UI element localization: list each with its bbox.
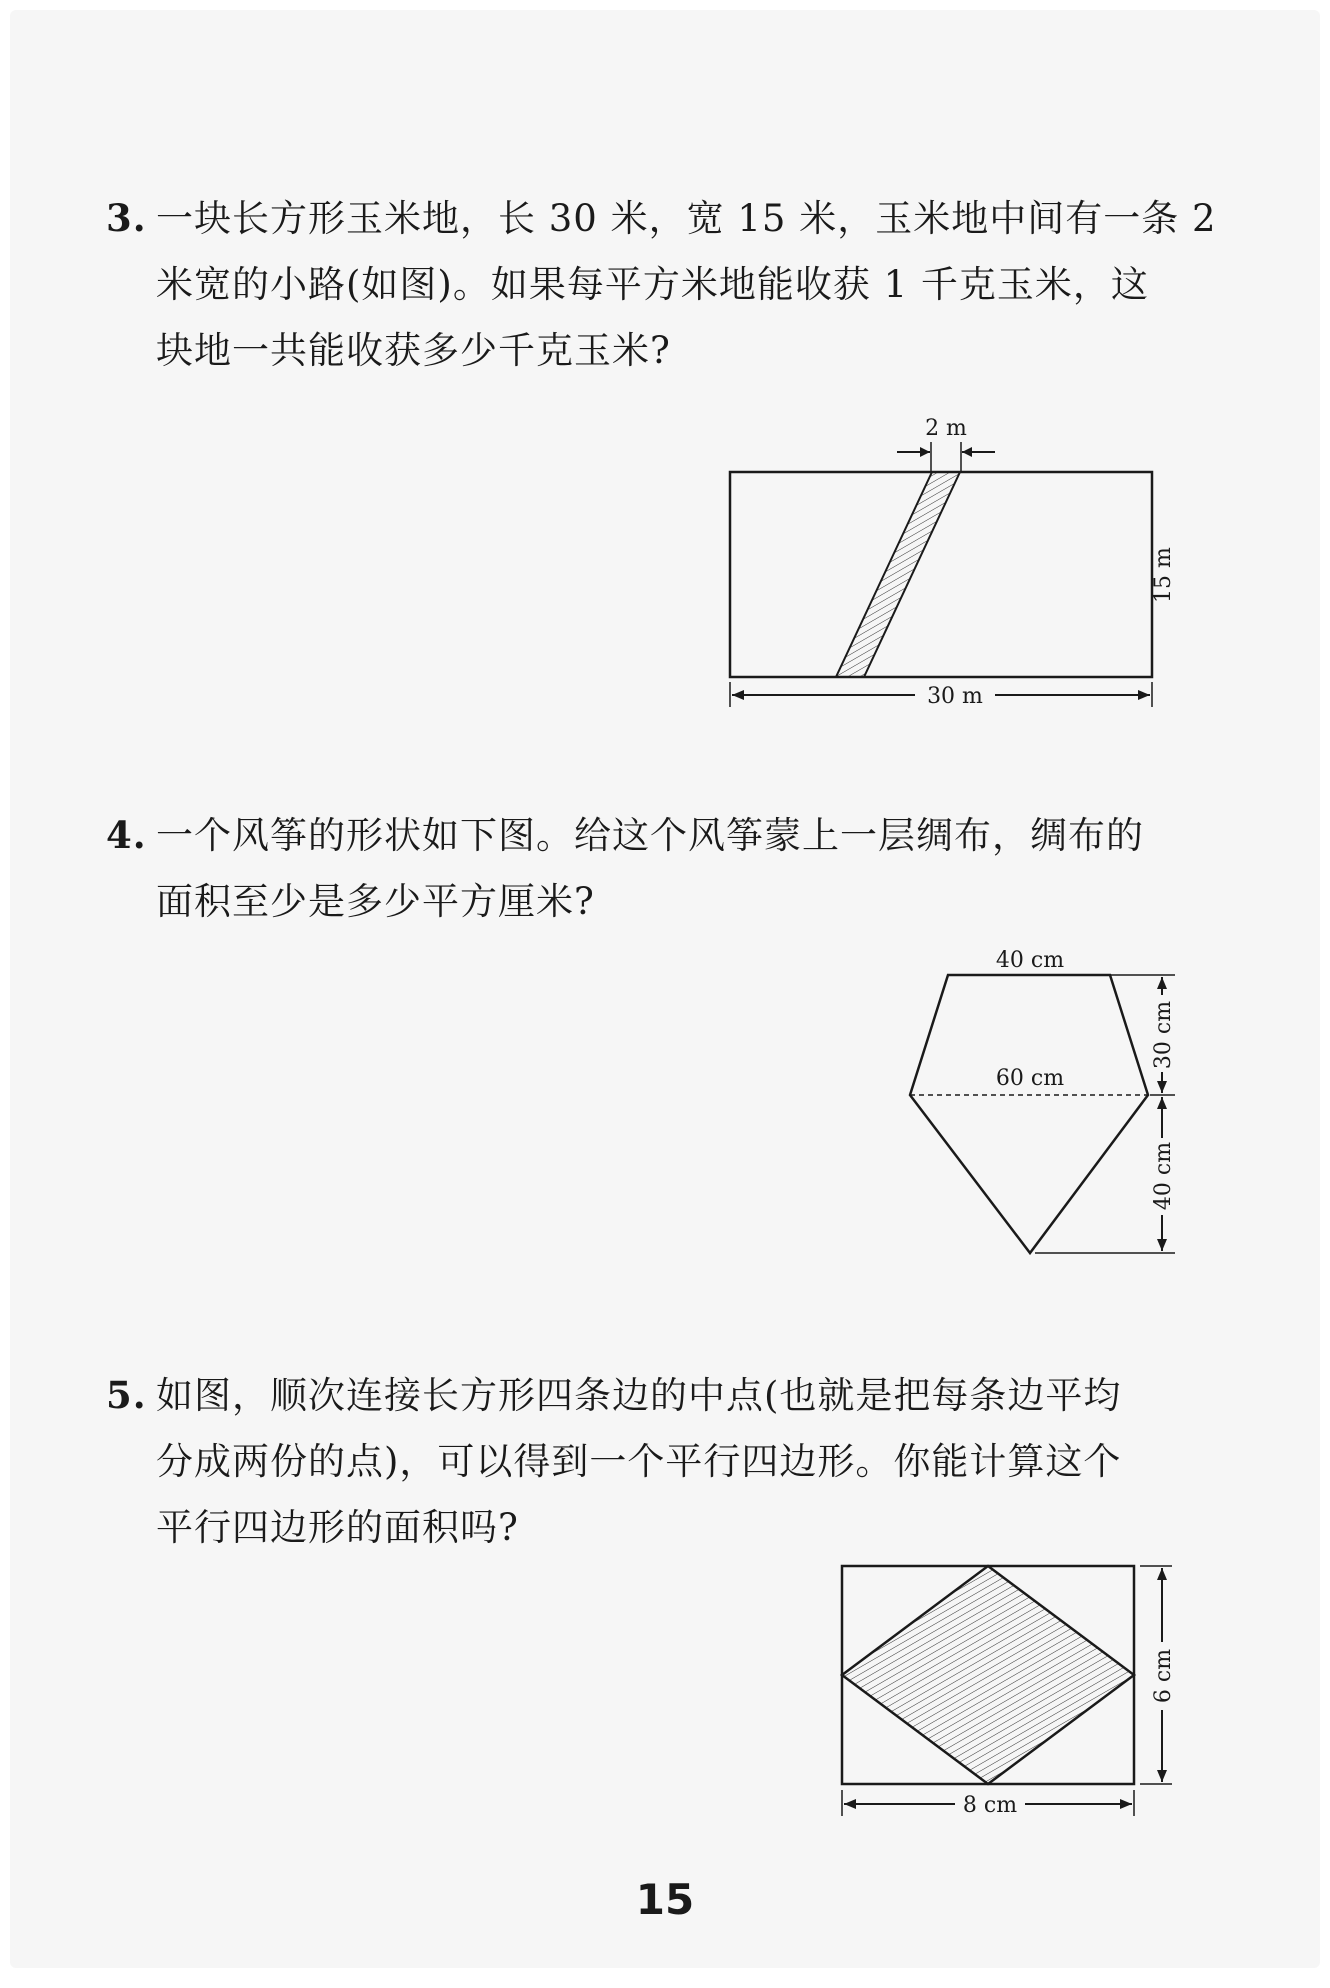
problem-text-line: 面积至少是多少平方厘米? xyxy=(156,880,595,923)
rectangle-height-label: 6 cm xyxy=(1151,1648,1176,1704)
path-width-label: 2 m xyxy=(925,416,967,441)
problem-text-line: 米宽的小路(如图)。如果每平方米地能收获 1 千克玉米，这 xyxy=(156,263,1149,306)
parallelogram-figure xyxy=(10,10,1320,1968)
kite-middle-label: 60 cm xyxy=(995,1066,1065,1091)
problem-text-line: 一个风筝的形状如下图。给这个风筝蒙上一层绸布，绸布的 xyxy=(156,814,1144,857)
kite-lower-height-label: 40 cm xyxy=(1151,1141,1176,1211)
workbook-page xyxy=(10,10,1320,1968)
problem-text-line: 块地一共能收获多少千克玉米? xyxy=(156,329,671,372)
kite-upper-height-label: 30 cm xyxy=(1151,1000,1176,1070)
kite-top-label: 40 cm xyxy=(995,948,1065,973)
problem-number: 4. xyxy=(106,813,147,857)
field-length-label: 30 m xyxy=(927,684,983,709)
inner-parallelogram xyxy=(842,1566,1134,1784)
problem-text-line: 平行四边形的面积吗? xyxy=(156,1506,519,1549)
rectangle-width-label: 8 cm xyxy=(962,1793,1018,1818)
problem-text-line: 一块长方形玉米地，长 30 米，宽 15 米，玉米地中间有一条 2 xyxy=(156,197,1217,240)
problem-number: 5. xyxy=(106,1373,147,1417)
problem-text-line: 如图，顺次连接长方形四条边的中点(也就是把每条边平均 xyxy=(156,1374,1122,1417)
problem-text-line: 分成两份的点)，可以得到一个平行四边形。你能计算这个 xyxy=(156,1440,1122,1483)
page-number: 15 xyxy=(635,1875,695,1924)
field-height-label: 15 m xyxy=(1151,547,1176,603)
problem-number: 3. xyxy=(106,196,147,240)
